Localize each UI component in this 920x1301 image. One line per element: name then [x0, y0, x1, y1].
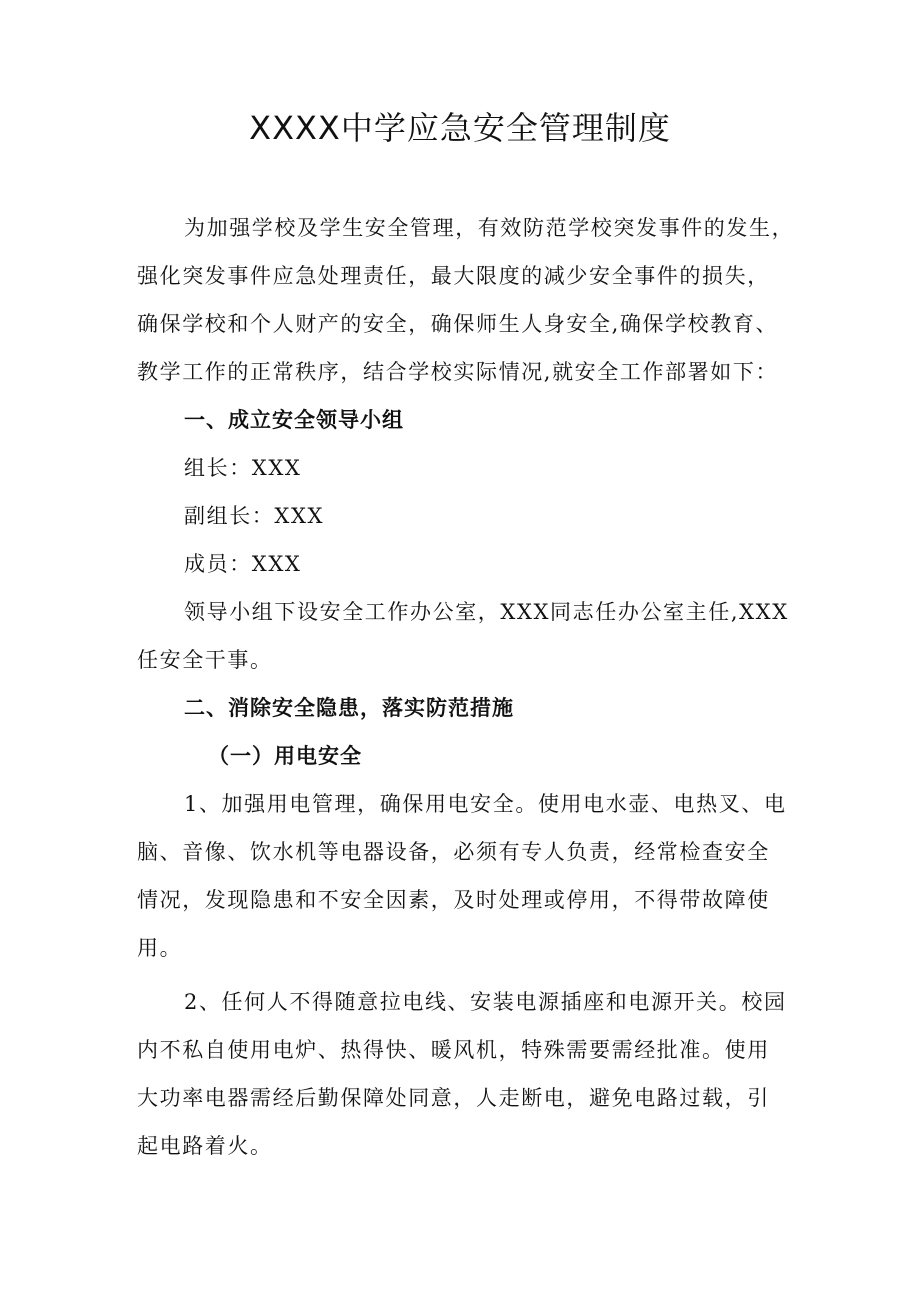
electric-safety-item-2-line-2: 内不私自使用电炉、热得快、暖风机，特殊需要需经批准。使用 — [137, 1038, 770, 1062]
section-2-heading: 二、消除安全隐患，落实防范措施 — [184, 696, 514, 720]
intro-paragraph-line-2: 强化突发事件应急处理责任，最大限度的减少安全事件的损失， — [137, 264, 770, 288]
intro-paragraph-line-4: 教学工作的正常秩序，结合学校实际情况,就安全工作部署如下： — [137, 360, 779, 384]
office-paragraph-line-2: 任安全干事。 — [137, 648, 273, 672]
electric-safety-item-1-line-3: 情况，发现隐患和不安全因素，及时处理或停用，不得带故障使 — [137, 888, 770, 912]
members-line: 成员：XXX — [184, 552, 302, 576]
electric-safety-item-2-line-1: 2、任何人不得随意拉电线、安装电源插座和电源开关。校园 — [184, 990, 787, 1014]
document-title: XXXX中学应急安全管理制度 — [249, 109, 671, 147]
leader-line: 组长：XXX — [184, 456, 302, 480]
subsection-1-heading: （一）用电安全 — [208, 744, 362, 768]
electric-safety-item-2-line-3: 大功率电器需经后勤保障处同意，人走断电，避免电路过载，引 — [137, 1086, 770, 1110]
electric-safety-item-1-line-4: 用。 — [137, 936, 183, 960]
intro-paragraph-line-1: 为加强学校及学生安全管理，有效防范学校突发事件的发生， — [184, 216, 795, 240]
office-paragraph-line-1: 领导小组下设安全工作办公室，XXX同志任办公室主任,XXX — [184, 600, 789, 624]
electric-safety-item-1-line-1: 1、加强用电管理，确保用电安全。使用电水壶、电热叉、电 — [184, 792, 787, 816]
electric-safety-item-2-line-4: 起电路着火。 — [137, 1134, 273, 1158]
vice-leader-line: 副组长：XXX — [184, 504, 325, 528]
intro-paragraph-line-3: 确保学校和个人财产的安全，确保师生人身安全,确保学校教育、 — [137, 312, 779, 336]
section-1-heading: 一、成立安全领导小组 — [184, 408, 404, 432]
electric-safety-item-1-line-2: 脑、音像、饮水机等电器设备，必须有专人负责，经常检查安全 — [137, 840, 770, 864]
